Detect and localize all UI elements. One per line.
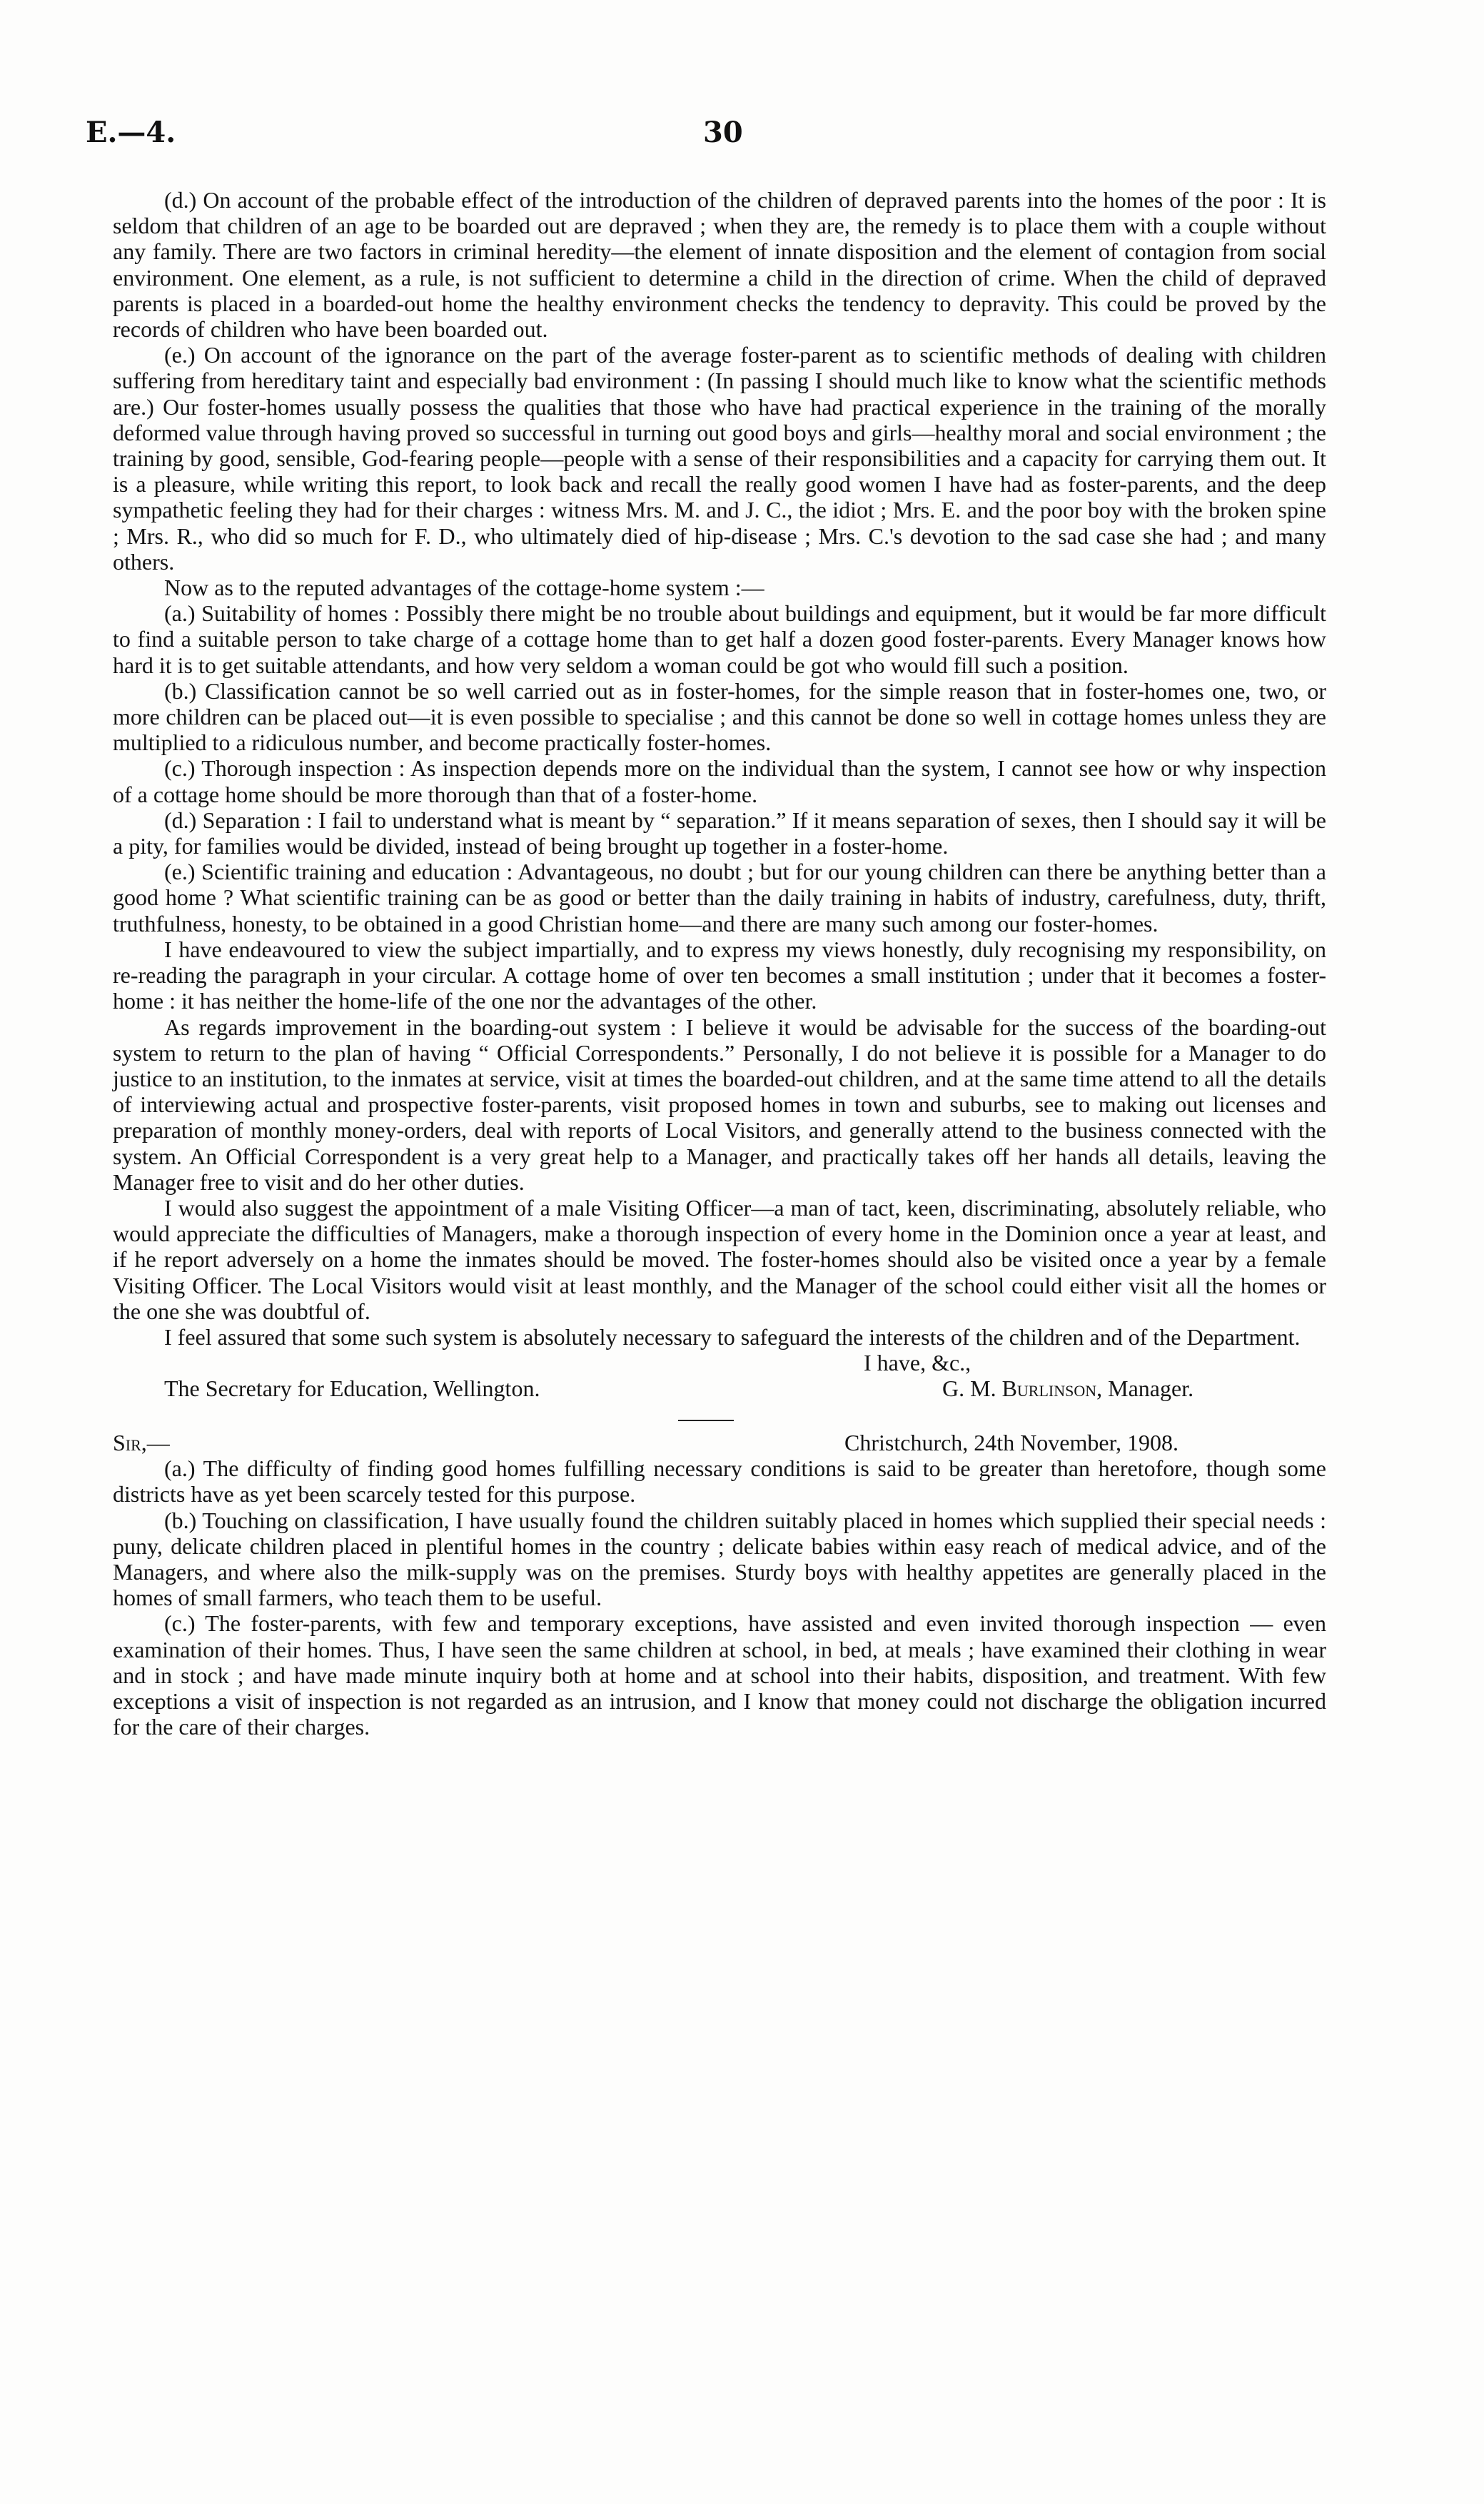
paragraph-e-ignorance: (e.) On account of the ignorance on the part of the average foster-parent as to scientific methods of dealing with children suffering from hereditary taint and especially bad environment : (In passing I should much like to know what the scientific methods are.) Our foster-homes usually possess the qualities that those who have had practical experience in the training of the morally deformed value through having proved so successful in turning out good boys and girls—healthy moral and social environment ; the training by good, sensible, God-fearing people—people with a sense of their responsibilities and a capacity for carrying them out. It is a pleasure, while writing this report, to look back and recall the really good women I have had as foster-parents, and the deep sympathetic feeling they had for their charges : witness Mrs. M. and J. C., the idiot ; Mrs. E. and the poor boy with the broken spine ; Mrs. R., who did so much for F. D., who ultimately died of hip-disease ; Mrs. C.'s devotion to the sad case she had ; and many others. (113, 342, 1326, 575)
letter2-heading (113, 1430, 1326, 1455)
paragraph-e-training: (e.) Scientific training and education : Advantageous, no doubt ; but for our young children can there be anything better than a good home ? What scientific training can be as good or better than the daily training in habits of industry, carefulness, duty, thrift, truthfulness, honesty, to be obtained in a good Christian home—and there are many such among our foster-homes. (113, 859, 1326, 937)
body-text (113, 187, 1326, 1740)
signature-name: G. M. Burlinson (942, 1375, 1097, 1402)
paragraph-l2-c-foster-parents: (c.) The foster-parents, with few and temporary exceptions, have assisted and even invited thorough inspection — even examination of their homes. Thus, I have seen the same children at school, in bed, at meals ; have examined their clothing in wear and in stock ; and have made minute inquiry both at home and at school into their habits, disposition, and treatment. With few exceptions a visit of inspection is not regarded as an intrusion, and I know that money could not discharge the obligation incurred for the care of their charges. (113, 1610, 1326, 1740)
place-date: Christchurch, 24th November, 1908. (844, 1430, 1178, 1456)
salutation: Sir,— (113, 1430, 170, 1456)
paragraph-l2-a-difficulty: (a.) The difficulty of finding good homes fulfilling necessary conditions is said to be greater than heretofore, though some districts have as yet been scarcely tested for this purpose. (113, 1455, 1326, 1508)
paragraph-endeavoured: I have endeavoured to view the subject impartially, and to express my views honestly, duly recognising my responsibility, on re-reading the paragraph in your circular. A cottage home of over ten becomes a small institution ; under that it becomes a foster-home : it has neither the home-life of the one nor the advantages of the other. (113, 936, 1326, 1014)
signature (942, 1375, 1193, 1401)
paragraph-a-suitability: (a.) Suitability of homes : Possibly there might be no trouble about buildings and equipment, but it would be far more difficult to find a suitable person to take charge of a cottage home than to get half a dozen good foster-parents. Every Manager knows how hard it is to get suitable attendants, and how very seldom a woman could be got who would fill such a position. (113, 600, 1326, 678)
closing: I have, &c., (864, 1350, 971, 1376)
page-number: 30 (703, 116, 743, 149)
signature-title: , Manager. (1096, 1375, 1194, 1402)
paragraph-d-depraved-parents: (d.) On account of the probable effect of the introduction of the children of depraved parents into the homes of the poor : It is seldom that children of an age to be boarded out are depraved ; when they are, the remedy is to place them with a couple without any family. There are two factors in criminal heredity—the element of innate disposition and the element of contagion from social environment. One element, as a rule, is not sufficient to determine a child in the direction of crime. When the child of depraved parents is placed in a boarded-out home the healthy environment checks the tendency to depravity. This could be proved by the records of children who have been boarded out. (113, 187, 1326, 343)
paragraph-c-inspection: (c.) Thorough inspection : As inspection depends more on the individual than the system, I cannot see how or why inspection of a cottage home should be more thorough than that of a foster-home. (113, 755, 1326, 807)
paragraph-b-classification: (b.) Classification cannot be so well carried out as in foster-homes, for the simple reason that in foster-homes one, two, or more children can be placed out—it is even possible to specialise ; and this cannot be done so well in cottage homes unless they are multiplied to a ridiculous number, and become practically foster-homes. (113, 677, 1326, 756)
paragraph-d-separation: (d.) Separation : I fail to understand what is meant by “ separation.” If it means separation of sexes, then I should say it will be a pity, for families would be divided, instead of being brought up together in a foster-home. (113, 807, 1326, 859)
addressee: The Secretary for Education, Wellington. (164, 1375, 540, 1402)
signature-line (113, 1375, 1326, 1401)
closing-line (113, 1350, 1326, 1375)
paragraph-assured: I feel assured that some such system is absolutely necessary to safeguard the interests of the children and of the Department. (164, 1323, 1301, 1350)
paragraph-visiting-officer: I would also suggest the appointment of a male Visiting Officer—a man of tact, keen, discriminating, absolutely reliable, who would appreciate the difficulties of Managers, make a thorough inspection of every home in the Dominion once a year at least, and if he report adversely on a home the inmates should be moved. The foster-homes should also be visited once a year by a female Visiting Officer. The Local Visitors would visit at least monthly, and the Manager of the school could either visit all the homes or the one she was doubtful of. (113, 1194, 1326, 1324)
paragraph-improvement: As regards improvement in the boarding-out system : I believe it would be advisable for the success of the boarding-out system to return to the plan of having “ Official Correspondents.” Personally, I do not believe it is possible for a Manager to do justice to an institution, to the inmates at service, visit at times the boarded-out children, and at the same time attend to all the details of interviewing actual and prospective foster-parents, visit proposed homes in town and suburbs, see to making out licenses and preparation of monthly money-orders, deal with reports of Local Visitors, and generally attend to the business connected with the system. An Official Correspondent is a very great help to a Manager, and practically takes off her hands all details, leaving the Manager free to visit and do her other duties. (113, 1014, 1326, 1195)
paragraph-l2-b-classification: (b.) Touching on classification, I have usually found the children suitably placed in homes which supplied their special needs : puny, delicate children placed in plentiful homes in the country ; delicate babies within easy reach of medical advice, and of the Managers, and where also the milk-supply was on the premises. Sturdy boys with healthy appetites are generally placed in the homes of small farmers, who teach them to be useful. (113, 1507, 1326, 1611)
paragraph-cottage-advantages-intro: Now as to the reputed advantages of the cottage-home system :— (164, 575, 764, 601)
report-code: E.—4. (86, 116, 176, 149)
